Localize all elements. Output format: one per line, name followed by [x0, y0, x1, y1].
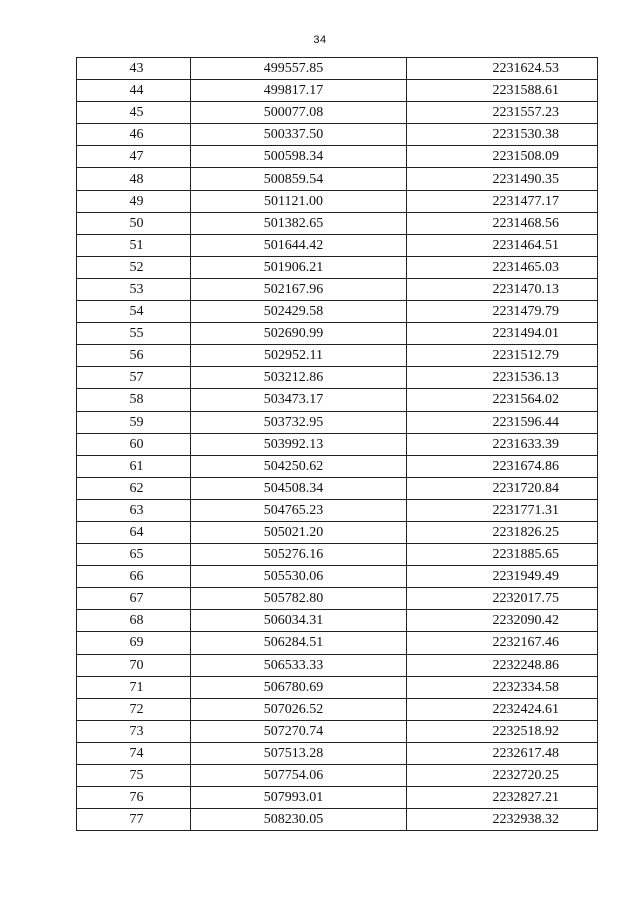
- y-coordinate-cell: 2231512.79: [407, 345, 598, 367]
- point-number-cell: 45: [77, 102, 191, 124]
- point-number-cell: 67: [77, 588, 191, 610]
- x-coordinate-cell: 507754.06: [191, 765, 407, 787]
- x-coordinate-cell: 507993.01: [191, 787, 407, 809]
- table-row: [77, 433, 598, 455]
- x-coordinate-cell: 507026.52: [191, 698, 407, 720]
- point-number-cell: 53: [77, 278, 191, 300]
- point-number-cell: 56: [77, 345, 191, 367]
- x-coordinate-cell: 507270.74: [191, 720, 407, 742]
- x-coordinate-cell: 502167.96: [191, 278, 407, 300]
- point-number-cell: 47: [77, 146, 191, 168]
- point-number-cell: 76: [77, 787, 191, 809]
- x-coordinate-cell: 508230.05: [191, 809, 407, 831]
- point-number-cell: 68: [77, 610, 191, 632]
- table-row: [77, 80, 598, 102]
- x-coordinate-cell: 504765.23: [191, 499, 407, 521]
- y-coordinate-cell: 2231494.01: [407, 323, 598, 345]
- point-number-cell: 69: [77, 632, 191, 654]
- y-coordinate-cell: 2232720.25: [407, 765, 598, 787]
- table-row: [77, 742, 598, 764]
- y-coordinate-cell: 2231588.61: [407, 80, 598, 102]
- x-coordinate-cell: 505782.80: [191, 588, 407, 610]
- y-coordinate-cell: 2231464.51: [407, 234, 598, 256]
- point-number-cell: 59: [77, 411, 191, 433]
- coordinates-table-body: [77, 58, 598, 831]
- table-row: [77, 809, 598, 831]
- point-number-cell: 51: [77, 234, 191, 256]
- table-row: [77, 720, 598, 742]
- table-row: [77, 212, 598, 234]
- x-coordinate-cell: 500337.50: [191, 124, 407, 146]
- point-number-cell: 49: [77, 190, 191, 212]
- coordinates-table: [76, 57, 598, 831]
- x-coordinate-cell: 504508.34: [191, 477, 407, 499]
- table-row: [77, 566, 598, 588]
- x-coordinate-cell: 507513.28: [191, 742, 407, 764]
- table-row: [77, 676, 598, 698]
- y-coordinate-cell: 2231470.13: [407, 278, 598, 300]
- point-number-cell: 66: [77, 566, 191, 588]
- point-number-cell: 73: [77, 720, 191, 742]
- table-row: [77, 588, 598, 610]
- point-number-cell: 54: [77, 301, 191, 323]
- x-coordinate-cell: 505021.20: [191, 521, 407, 543]
- table-row: [77, 278, 598, 300]
- table-row: [77, 499, 598, 521]
- y-coordinate-cell: 2231465.03: [407, 256, 598, 278]
- table-row: [77, 455, 598, 477]
- x-coordinate-cell: 500859.54: [191, 168, 407, 190]
- table-row: [77, 146, 598, 168]
- x-coordinate-cell: 503992.13: [191, 433, 407, 455]
- y-coordinate-cell: 2231771.31: [407, 499, 598, 521]
- point-number-cell: 77: [77, 809, 191, 831]
- x-coordinate-cell: 503732.95: [191, 411, 407, 433]
- x-coordinate-cell: 502690.99: [191, 323, 407, 345]
- point-number-cell: 58: [77, 389, 191, 411]
- page-number: 34: [313, 34, 327, 46]
- point-number-cell: 43: [77, 58, 191, 80]
- point-number-cell: 55: [77, 323, 191, 345]
- point-number-cell: 62: [77, 477, 191, 499]
- table-row: [77, 765, 598, 787]
- table-row: [77, 301, 598, 323]
- y-coordinate-cell: 2231826.25: [407, 521, 598, 543]
- table-row: [77, 345, 598, 367]
- x-coordinate-cell: 500598.34: [191, 146, 407, 168]
- x-coordinate-cell: 505530.06: [191, 566, 407, 588]
- x-coordinate-cell: 501644.42: [191, 234, 407, 256]
- y-coordinate-cell: 2231530.38: [407, 124, 598, 146]
- x-coordinate-cell: 506533.33: [191, 654, 407, 676]
- table-row: [77, 234, 598, 256]
- y-coordinate-cell: 2232827.21: [407, 787, 598, 809]
- table-row: [77, 544, 598, 566]
- x-coordinate-cell: 501382.65: [191, 212, 407, 234]
- table-row: [77, 521, 598, 543]
- y-coordinate-cell: 2231508.09: [407, 146, 598, 168]
- table-row: [77, 323, 598, 345]
- point-number-cell: 71: [77, 676, 191, 698]
- x-coordinate-cell: 506034.31: [191, 610, 407, 632]
- table-row: [77, 477, 598, 499]
- table-row: [77, 367, 598, 389]
- table-row: [77, 102, 598, 124]
- x-coordinate-cell: 503212.86: [191, 367, 407, 389]
- point-number-cell: 60: [77, 433, 191, 455]
- point-number-cell: 64: [77, 521, 191, 543]
- table-row: [77, 256, 598, 278]
- x-coordinate-cell: 501906.21: [191, 256, 407, 278]
- y-coordinate-cell: 2231477.17: [407, 190, 598, 212]
- point-number-cell: 44: [77, 80, 191, 102]
- point-number-cell: 63: [77, 499, 191, 521]
- x-coordinate-cell: 501121.00: [191, 190, 407, 212]
- x-coordinate-cell: 499557.85: [191, 58, 407, 80]
- y-coordinate-cell: 2231557.23: [407, 102, 598, 124]
- point-number-cell: 74: [77, 742, 191, 764]
- table-row: [77, 654, 598, 676]
- point-number-cell: 61: [77, 455, 191, 477]
- table-row: [77, 124, 598, 146]
- y-coordinate-cell: 2232617.48: [407, 742, 598, 764]
- y-coordinate-cell: 2231468.56: [407, 212, 598, 234]
- point-number-cell: 46: [77, 124, 191, 146]
- x-coordinate-cell: 505276.16: [191, 544, 407, 566]
- y-coordinate-cell: 2231674.86: [407, 455, 598, 477]
- y-coordinate-cell: 2231949.49: [407, 566, 598, 588]
- point-number-cell: 57: [77, 367, 191, 389]
- y-coordinate-cell: 2231536.13: [407, 367, 598, 389]
- table-row: [77, 632, 598, 654]
- point-number-cell: 70: [77, 654, 191, 676]
- y-coordinate-cell: 2231633.39: [407, 433, 598, 455]
- x-coordinate-cell: 504250.62: [191, 455, 407, 477]
- y-coordinate-cell: 2232248.86: [407, 654, 598, 676]
- x-coordinate-cell: 500077.08: [191, 102, 407, 124]
- y-coordinate-cell: 2231885.65: [407, 544, 598, 566]
- y-coordinate-cell: 2232938.32: [407, 809, 598, 831]
- y-coordinate-cell: 2231624.53: [407, 58, 598, 80]
- x-coordinate-cell: 506780.69: [191, 676, 407, 698]
- point-number-cell: 52: [77, 256, 191, 278]
- x-coordinate-cell: 502429.58: [191, 301, 407, 323]
- table-row: [77, 787, 598, 809]
- x-coordinate-cell: 503473.17: [191, 389, 407, 411]
- y-coordinate-cell: 2232334.58: [407, 676, 598, 698]
- table-row: [77, 190, 598, 212]
- table-row: [77, 610, 598, 632]
- x-coordinate-cell: 499817.17: [191, 80, 407, 102]
- y-coordinate-cell: 2232167.46: [407, 632, 598, 654]
- x-coordinate-cell: 506284.51: [191, 632, 407, 654]
- y-coordinate-cell: 2231564.02: [407, 389, 598, 411]
- point-number-cell: 72: [77, 698, 191, 720]
- y-coordinate-cell: 2231720.84: [407, 477, 598, 499]
- point-number-cell: 75: [77, 765, 191, 787]
- x-coordinate-cell: 502952.11: [191, 345, 407, 367]
- y-coordinate-cell: 2231490.35: [407, 168, 598, 190]
- table-row: [77, 389, 598, 411]
- table-row: [77, 168, 598, 190]
- y-coordinate-cell: 2232424.61: [407, 698, 598, 720]
- point-number-cell: 50: [77, 212, 191, 234]
- table-row: [77, 411, 598, 433]
- y-coordinate-cell: 2232017.75: [407, 588, 598, 610]
- y-coordinate-cell: 2232090.42: [407, 610, 598, 632]
- point-number-cell: 65: [77, 544, 191, 566]
- table-row: [77, 698, 598, 720]
- point-number-cell: 48: [77, 168, 191, 190]
- y-coordinate-cell: 2231479.79: [407, 301, 598, 323]
- y-coordinate-cell: 2231596.44: [407, 411, 598, 433]
- y-coordinate-cell: 2232518.92: [407, 720, 598, 742]
- table-row: [77, 58, 598, 80]
